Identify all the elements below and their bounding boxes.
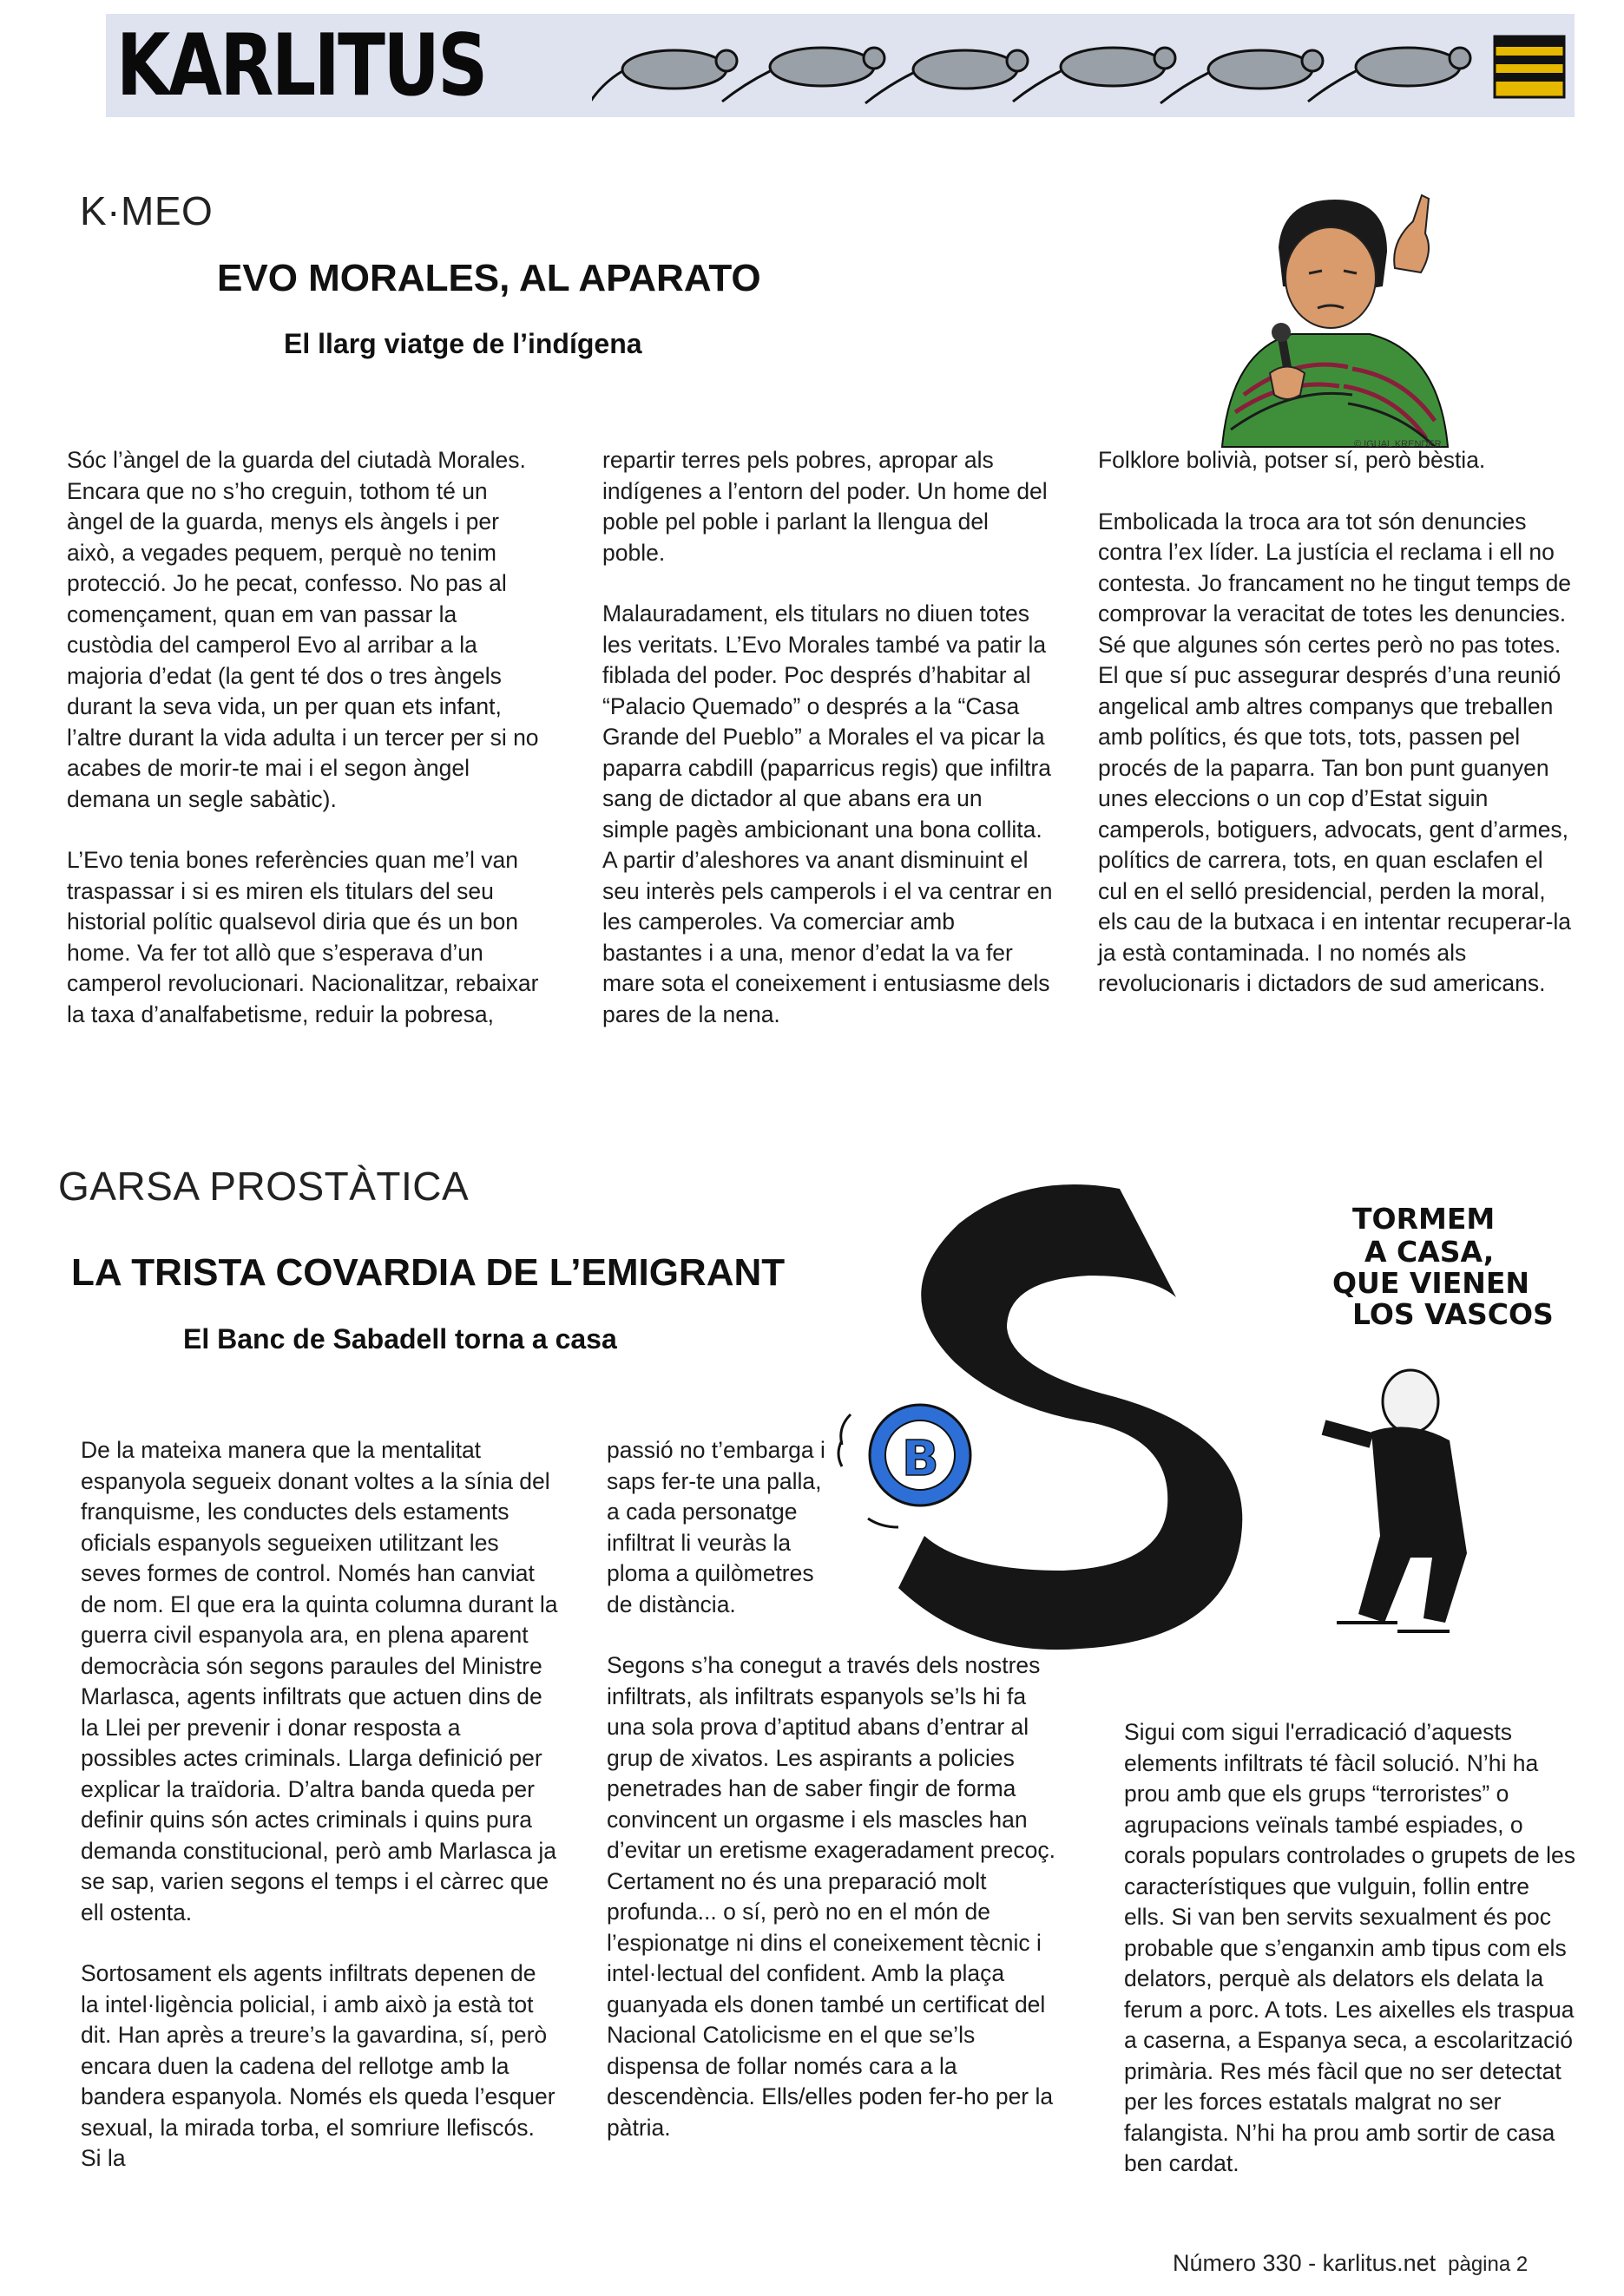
svg-text:B: B — [902, 1431, 939, 1487]
article2-subtitle: El Banc de Sabadell torna a casa — [183, 1323, 617, 1355]
paragraph: repartir terres pels pobres, apropar als indígenes a l’entorn del poder. Un home del poble pel poble i parlant la llengua del poble. — [602, 447, 1048, 566]
page-footer — [1173, 2250, 1528, 2277]
article1-column-1 — [67, 445, 544, 1030]
speech-line-2: A CASA, — [1364, 1235, 1495, 1269]
evo-morales-caricature-icon — [1196, 187, 1456, 456]
article1-subtitle: El llarg viatge de l’indígena — [284, 328, 642, 359]
paragraph: Folklore bolivià, potser sí, però bèstia. — [1098, 447, 1486, 473]
section-label-kmeo: K·MEO — [80, 188, 214, 233]
paragraph: Sigui com sigui l'erradicació d’aquests elements infiltrats té fàcil solució. N’hi ha prou amb que els grups “terroristes” o agrupacions veïnals també espiades, o corals populars controlades o grupets de les característiques que vulguin, follin entre ells. Si van ben servits sexualment és poc probable que s’enganxin amb tipus com els delators, perquè als delators els delata la ferum a porc. A tots. Les aixelles els traspua a caserna, a Espanya seca, a escolarització primària. Res més fàcil que no ser detectat per les forces estatals malgrat no ser falangista. N’hi ha prou amb sortir de casa ben cardat. — [1124, 1719, 1575, 2176]
paragraph: L’Evo tenia bones referències quan me’l van traspassar i si es miren els titulars del seu historial polític qualsevol diria que és un bon home. Va fer tot allò que s’esperava d’un camperol revolucionari. Nacionalitzar, rebaixar la taxa d’analfabetisme, reduir la pobresa, — [67, 847, 539, 1027]
page-number: pàgina 2 — [1448, 2253, 1529, 2276]
paragraph: Sóc l’àngel de la guarda del ciutadà Morales. Encara que no s’ho creguin, tothom té un àngel de la guarda, menys els àngels i per això, a vegades pequem, perquè no tenim protecció. Jo he pecat, confesso. No pas al començament, quan em van passar la custòdia del camperol Evo al arribar a la majoria d’edat (la gent té dos o tres àngels durant la seva vida, un per quan ets infant, l’altre durant la vida adulta i un tercer per si no acabes de morir-te mai i el segon àngel demana un segle sabàtic). — [67, 447, 539, 812]
rats-parade-icon — [592, 19, 1573, 115]
article2-column-3 — [1124, 1717, 1575, 2180]
masthead — [106, 14, 1575, 117]
paragraph: De la mateixa manera que la mentalitat espanyola segueix donant voltes a la sínia del franquisme, les conductes dels estaments oficials espanyols segueixen utilitzant les seves formes de control. Només han canviat de nom. El que era la quinta columna durant la guerra civil espanyola ara, en plena aparent democràcia són segons paraules del Ministre Marlasca, agents infiltrats que actuen dins de la Llei per prevenir i donar resposta a possibles actes criminals. Llarga definició per explicar la traïdoria. D’altra banda queda per definir quins són actes criminals i quins pura demanda constitucional, però amb Marlasca ja se sap, varien segons el temps i el càrrec que ell ostenta. — [81, 1437, 558, 1925]
paragraph: passió no t’embarga i saps fer-te una palla, a cada personatge infiltrat li veuràs la ploma a quilòmetres de distància. — [607, 1437, 825, 1617]
old-man-figure-icon — [1324, 1370, 1467, 1631]
paragraph: Embolicada la troca ara tot són denuncies contra l’ex líder. La justícia el reclama i ell no contesta. Jo francament no he tingut temps de comprovar la veracitat de totes les denuncies. Sé que algunes són certes però no pas totes. El que sí puc assegurar després d’una reunió angelical amb altres companys que treballen amb polítics, és que tots, tots, passen pel procés de la paparra. Tan bon punt guanyen unes eleccions o un cop d’Estat siguin camperols, botiguers, advocats, gent d’armes, polítics de carrera, tots, en quan esclafen el cul en el selló presidencial, perden la moral, els cau de la butxaca i en intentar recuperar-la ja està contaminada. I no només als revolucionaris i dictadors de sud americans. — [1098, 508, 1572, 996]
article1-title: EVO MORALES, AL APARATO — [217, 257, 761, 299]
article2-column-2 — [607, 1435, 1058, 2143]
speech-line-3: QUE VIENEN — [1332, 1266, 1530, 1300]
illustration-signature: © IGUAL KRENDER — [1354, 439, 1442, 449]
masthead-logo: KARLITUS — [116, 16, 486, 115]
issue-label: Número 330 - karlitus.net — [1173, 2250, 1437, 2276]
paragraph: Malauradament, els titulars no diuen totes les veritats. L’Evo Morales també va patir la fiblada del poder. Poc després d’habitar al “Palacio Quemado” o després a la “Casa Grande del Pueblo” a Morales el va picar la paparra cabdill (paparricus regis) que infiltra sang de dictador al que abans era un simple pagès ambicionant una bona collita. A partir d’aleshores va anant disminuint el seu interès pels camperols i el va centrar en les camperoles. Va comerciar amb bastantes i a una, menor d’edat la va fer mare sota el coneixement i entusiasme dels pares de la nena. — [602, 600, 1053, 1027]
article1-column-3 — [1098, 445, 1575, 1000]
paragraph: Segons s’ha conegut a través dels nostres infiltrats, als infiltrats espanyols se’ls hi fa una sola prova d’aptitud abans d’entrar al grup de xivatos. Les aspirants a policies penetrades han de saber fingir de forma convincent un orgasme i els mascles han d’evitar un eretisme exageradament precoç. Certament no és una preparació molt profunda... o sí, però no en el món de l’espionatge ni dins el coneixement tècnic i intel·lectual del confident. Amb la plaça guanyada els donen també un certificat del Nacional Catolicisme en el que se’ls dispensa de follar només cara a la descendència. Ells/elles poden fer-ho per la pàtria. — [607, 1652, 1056, 2141]
article2-title: LA TRISTA COVARDIA DE L’EMIGRANT — [71, 1251, 786, 1294]
speech-line-1: TORMEM — [1352, 1202, 1496, 1236]
article1-column-2 — [602, 445, 1054, 1030]
article2-column-1 — [81, 1435, 558, 2175]
paragraph: Sortosament els agents infiltrats depenen de la intel·ligència policial, i amb això ja està tot dit. Han après a treure’s la gavardina, sí, però encara duen la cadena del rellotge amb la bandera espanyola. Només els queda l’esquer sexual, la mirada torba, el somriure llefiscós. Si la — [81, 1960, 556, 2171]
speech-line-4: LOS VASCOS — [1352, 1297, 1554, 1331]
section-label-garsa: GARSA PROSTÀTICA — [58, 1164, 470, 1209]
